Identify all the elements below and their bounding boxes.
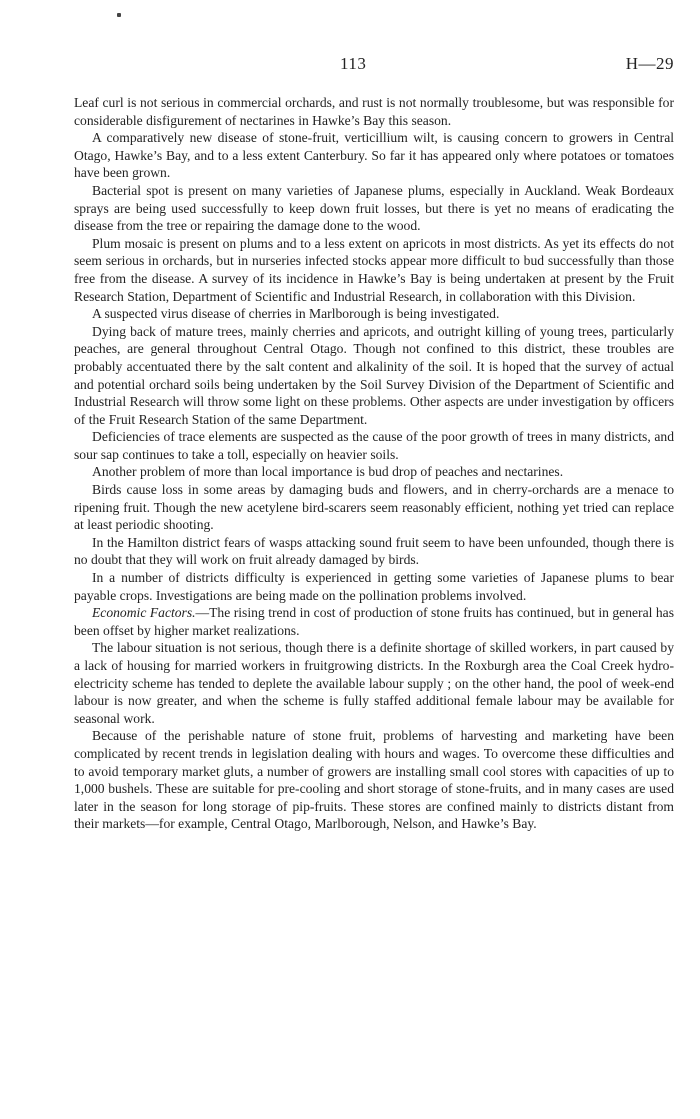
paragraph-cool-stores: Because of the perishable nature of stone fruit, problems of harvesting and marketing have been complicated by recent trends in legislation dealing with hours and wages. To overcome these difficulties and to avoid temporary market gluts, a number of growers are installing small cool stores with capacities of up to 1,000 bushels. These are suitable for pre-cooling and short storage of stone-fruits, and in many cases are used later in the season for long storage of pip-fruits. These stores are confined mainly to districts distant from their markets—for example, Central Otago, Marlborough, Nelson, and Hawke’s Bay. bbox=[74, 728, 674, 832]
body-text bbox=[74, 94, 674, 833]
document-reference: H—29 bbox=[625, 54, 674, 73]
ink-speck bbox=[117, 13, 121, 17]
economic-factors-text: —The rising trend in cost of production of stone fruits has continued, but in general has been offset by higher market realizations. bbox=[74, 605, 674, 638]
economic-factors-heading: Economic Factors. bbox=[92, 605, 196, 621]
paragraph-bud-drop: Another problem of more than local importance is bud drop of peaches and nectarines. bbox=[92, 464, 564, 480]
paragraph-bacterial-spot: Bacterial spot is present on many varieties of Japanese plums, especially in Auckland. Weak Bordeaux sprays are being used successfully to keep down fruit losses, but there is yet no means of eradicating the disease from the tree or repairing the damage done to the wood. bbox=[74, 182, 674, 234]
paragraph-dying-back: Dying back of mature trees, mainly cherries and apricots, and outright killing of young trees, particularly peaches, are general throughout Central Otago. Though not confined to this district, these troubles are probably accentuated there by the salt content and alkalinity of the soil. It is hoped that the survey of actual and potential orchard soils being undertaken by the Soil Survey Division of the Department of Scientific and Industrial Research will throw some light on these problems. Other aspects are under investigation by officers of the Fruit Research Station of the same Department. bbox=[74, 323, 674, 427]
paragraph-plum-mosaic: Plum mosaic is present on plums and to a less extent on apricots in most districts. As yet its effects do not seem serious in orchards, but in nurseries infected stocks appear more difficult to bud successfully than those free from the disease. A survey of its incidence in Hawke’s Bay is being undertaken at present by the Fruit Research Station, Department of Scientific and Industrial Research, in collaboration with this Division. bbox=[74, 235, 674, 304]
paragraph-cherry-virus: A suspected virus disease of cherries in Marlborough is being investigated. bbox=[92, 306, 500, 322]
paragraph-leaf-curl: Leaf curl is not serious in commercial orchards, and rust is not normally troublesome, but was responsible for considerable disfigurement of nectarines in Hawke’s Bay this season. bbox=[74, 95, 674, 128]
paragraph-trace-elements: Deficiencies of trace elements are suspected as the cause of the poor growth of trees in many districts, and sour sap continues to take a toll, especially on heavier soils. bbox=[74, 429, 674, 462]
page-header bbox=[0, 54, 700, 76]
paragraph-pollination: In a number of districts difficulty is experienced in getting some varieties of Japanese plums to bear payable crops. Investigations are being made on the pollination problems involved. bbox=[74, 570, 674, 603]
paragraph-economic-factors bbox=[74, 604, 674, 639]
paragraph-labour: The labour situation is not serious, though there is a definite shortage of skilled workers, in part caused by a lack of housing for married workers in fruitgrowing districts. In the Roxburgh area the Coal Creek hydro-electricity scheme has tended to deplete the available labour supply ; on the other hand, the pool of week-end labour is now greater, and when the scheme is fully staffed additional female labour may be available for seasonal work. bbox=[74, 640, 674, 726]
page-number: 113 bbox=[340, 54, 367, 73]
paragraph-verticillium-wilt: A comparatively new disease of stone-fruit, verticillium wilt, is causing concern to growers in Central Otago, Hawke’s Bay, and to a less extent Canterbury. So far it has appeared only where potatoes or tomatoes have been grown. bbox=[74, 130, 674, 181]
paragraph-wasps: In the Hamilton district fears of wasps attacking sound fruit seem to have been unfounded, though there is no doubt that they will work on fruit already damaged by birds. bbox=[74, 534, 674, 568]
paragraph-birds: Birds cause loss in some areas by damaging buds and flowers, and in cherry-orchards are a menace to ripening fruit. Though the new acetylene bird-scarers seem reasonably efficient, nothing yet tried can replace at least periodic shooting. bbox=[74, 482, 674, 533]
